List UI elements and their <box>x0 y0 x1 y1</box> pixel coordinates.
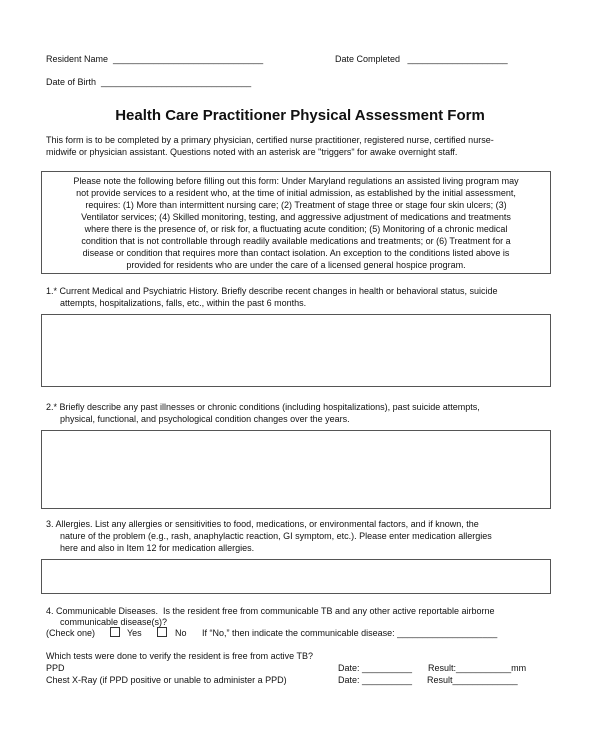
page-title: Health Care Practitioner Physical Assessment Form <box>115 107 485 124</box>
q4-line-1: 4. Communicable Diseases. Is the resident free from communicable TB and any other active reportable airborne <box>46 606 495 616</box>
q2-answer-box[interactable] <box>41 430 551 509</box>
intro-line-1: This form is to be completed by a primary physician, certified nurse practitioner, registered nurse, certified nurse- <box>46 135 494 145</box>
yes-label: Yes <box>127 628 142 638</box>
notice-line: disease or condition that requires more than contact isolation. An exception to the conditions listed above is <box>82 248 510 258</box>
date-completed-field[interactable]: Date Completed ____________________ <box>335 54 508 64</box>
date-of-birth-field[interactable]: Date of Birth ______________________________ <box>46 77 252 87</box>
xray-date-field[interactable]: Date: __________ <box>338 675 413 685</box>
ppd-label: PPD <box>46 663 65 673</box>
ppd-result-field[interactable]: Result:___________mm <box>428 663 527 673</box>
notice-line: provided for residents who are under the care of a licensed general hospice program. <box>126 260 466 270</box>
yes-checkbox[interactable] <box>110 627 120 637</box>
notice-line: where there is the presence of, or risk for, a fluctuating acute condition; (5) Monitoring of a chronic medical <box>84 224 508 234</box>
q2-line-1: 2.* Briefly describe any past illnesses or chronic conditions (including hospitalizations), past suicide attempts, <box>46 402 480 412</box>
no-label: No <box>175 628 187 638</box>
q1-line-1: 1.* Current Medical and Psychiatric History. Briefly describe recent changes in health or behavioral status, suicide <box>46 286 498 296</box>
tb-tests-question: Which tests were done to verify the resident is free from active TB? <box>46 651 313 661</box>
intro-line-2: midwife or physician assistant. Questions noted with an asterisk are "triggers" for awake overnight staff. <box>46 147 458 157</box>
check-one-label: (Check one) <box>46 628 96 638</box>
q3-line-2: nature of the problem (e.g., rash, anaphylactic reaction, GI symptom, etc.). Please enter medication allergies <box>60 531 492 541</box>
q3-line-1: 3. Allergies. List any allergies or sensitivities to food, medications, or environmental factors, and if known, the <box>46 519 479 529</box>
notice-box <box>41 171 551 274</box>
notice-line: condition that is not controllable through readily available medications and treatments; or (6) Treatment for a <box>81 236 511 246</box>
chest-xray-label: Chest X-Ray (if PPD positive or unable to administer a PPD) <box>46 675 287 685</box>
ppd-date-field[interactable]: Date: __________ <box>338 663 413 673</box>
q1-line-2: attempts, hospitalizations, falls, etc., within the past 6 months. <box>60 298 307 308</box>
no-checkbox[interactable] <box>157 627 167 637</box>
notice-line: not provide services to a resident who, at the time of initial admission, as established by the initial assessment, <box>76 188 516 198</box>
notice-line: requires: (1) More than intermittent nursing care; (2) Treatment of stage three or stage four skin ulcers; (3) <box>85 200 507 210</box>
resident-name-field[interactable]: Resident Name ______________________________ <box>46 54 264 64</box>
notice-line: Ventilator services; (4) Skilled monitoring, testing, and aggressive adjustment of medications and treatments <box>81 212 511 222</box>
q2-line-2: physical, functional, and psychological condition changes over the years. <box>60 414 350 424</box>
xray-result-field[interactable]: Result_____________ <box>427 675 518 685</box>
q3-answer-box[interactable] <box>41 559 551 594</box>
communicable-disease-field[interactable]: If “No,” then indicate the communicable disease: ____________________ <box>202 628 498 638</box>
q4-line-2: communicable disease(s)? <box>60 617 168 627</box>
q1-answer-box[interactable] <box>41 314 551 387</box>
notice-line: Please note the following before filling out this form: Under Maryland regulations an assisted living program may <box>73 176 519 186</box>
q3-line-3: here and also in Item 12 for medication allergies. <box>60 543 255 553</box>
